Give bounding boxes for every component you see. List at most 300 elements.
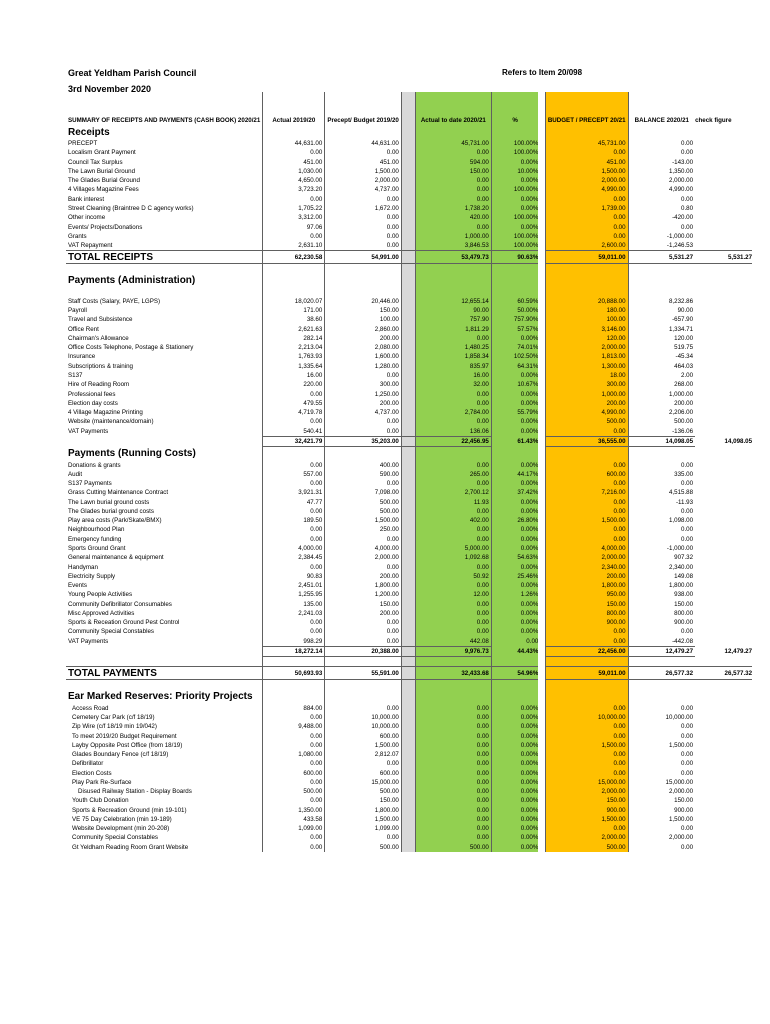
actual-to-date-cell: 1,480.25: [415, 343, 491, 352]
actual-cell: 1,763.93: [263, 352, 325, 361]
item-reference: Refers to Item 20/098: [502, 68, 583, 77]
table-row: [66, 306, 752, 315]
actual-to-date-cell: 136.06: [415, 426, 491, 436]
actual-to-date-cell: 0.00: [415, 562, 491, 571]
check-figure-cell: [695, 185, 752, 194]
actual-to-date-cell: 0.00: [415, 609, 491, 618]
percent-cell: 57.57%: [491, 325, 538, 334]
actual-to-date-cell: 1,092.68: [415, 553, 491, 562]
table-row: [66, 222, 752, 231]
balance-cell: 0.00: [681, 149, 694, 157]
balance-cell: 2,000.00: [668, 834, 694, 842]
precept-cell: 500.00: [325, 498, 402, 507]
actual-to-date-cell: 0.00: [415, 334, 491, 343]
percent-cell: 0.00%: [491, 417, 538, 426]
row-label: Payroll: [68, 307, 87, 315]
precept-cell: 0.00: [325, 479, 402, 488]
actual-cell: 135.00: [263, 599, 325, 608]
balance-cell: 2.00: [681, 371, 694, 379]
percent-cell: 0.00%: [491, 759, 538, 768]
percent-cell: 0.00%: [491, 796, 538, 805]
check-figure-cell: [695, 241, 752, 251]
check-figure-cell: [695, 498, 752, 507]
table-row: [66, 408, 752, 417]
check-figure-cell: [695, 158, 752, 167]
budget-cell: 0.00: [545, 627, 628, 636]
percent-cell: 0.00%: [491, 704, 538, 713]
balance-cell: 0.00: [681, 760, 694, 768]
actual-to-date-cell: 0.00: [415, 741, 491, 750]
actual-to-date-cell: 0.00: [415, 722, 491, 731]
actual-to-date-cell: 0.00: [415, 176, 491, 185]
check-figure-cell: [695, 572, 752, 581]
actual-to-date-cell: 0.00: [415, 581, 491, 590]
total-row: [66, 251, 752, 264]
row-label: Gt Yeldham Reading Room Grant Website: [72, 843, 189, 851]
percent-cell: 64.31%: [491, 362, 538, 371]
actual-cell: 220.00: [263, 380, 325, 389]
budget-cell: 1,739.00: [545, 204, 628, 213]
precept-cell: 250.00: [325, 525, 402, 534]
table-row: [66, 787, 752, 796]
percent-cell: 0.00%: [491, 460, 538, 469]
balance-cell: 500.00: [674, 418, 694, 426]
row-label: The Glades burial ground costs: [68, 507, 154, 515]
actual-to-date-cell: 0.00: [415, 535, 491, 544]
check-figure-cell: [695, 222, 752, 231]
percent-cell: 0.00%: [491, 544, 538, 553]
balance-cell: 335.00: [674, 470, 694, 478]
row-label: Community Special Constables: [72, 834, 158, 842]
table-row: [66, 599, 752, 608]
check-figure-cell: [695, 380, 752, 389]
precept-cell: 15,000.00: [325, 778, 402, 787]
actual-to-date-cell: 0.00: [415, 148, 491, 157]
actual-cell: 2,241.03: [263, 609, 325, 618]
actual-cell: 97.06: [263, 222, 325, 231]
actual-cell: 4,650.00: [263, 176, 325, 185]
check-figure-cell: [695, 815, 752, 824]
check-figure-cell: [695, 408, 752, 417]
precept-cell: 0.00: [325, 213, 402, 222]
actual-cell: 451.00: [263, 158, 325, 167]
actual-cell: 9,488.00: [263, 722, 325, 731]
actual-cell: 3,921.31: [263, 488, 325, 497]
balance-cell: 0.00: [681, 769, 694, 777]
balance-cell: 2,340.00: [668, 563, 694, 571]
actual-cell: 18,020.07: [263, 297, 325, 306]
subtotal-row: [66, 646, 752, 656]
row-label: Other income: [68, 214, 106, 222]
row-label: To meet 2019/20 Budget Requirement: [72, 732, 177, 740]
table-row: [66, 507, 752, 516]
balance-cell: 8,232.86: [668, 297, 694, 305]
row-label: Emergency funding: [68, 535, 122, 543]
check-figure-cell: [695, 713, 752, 722]
percent-cell: 0.00%: [491, 750, 538, 759]
budget-cell: 120.00: [545, 334, 628, 343]
table-row: [66, 315, 752, 324]
percent-cell: 10.67%: [491, 380, 538, 389]
row-label: Play Park Re-Surface: [72, 778, 132, 786]
row-label: The Glades Burial Ground: [68, 177, 140, 185]
row-label: 4 Villages Magazine Fees: [68, 186, 139, 194]
row-label: Community Special Constables: [68, 628, 154, 636]
actual-to-date-cell: 0.00: [415, 759, 491, 768]
budget-cell: 2,600.00: [545, 241, 628, 251]
budget-cell: 0.00: [545, 222, 628, 231]
balance-cell: 1,334.71: [668, 325, 694, 333]
percent-cell: 100.00%: [491, 185, 538, 194]
row-label: Glades Boundary Fence (c/f 18/19): [72, 751, 169, 759]
percent-cell: 0.00%: [491, 618, 538, 627]
actual-to-date-cell: 53,479.73: [415, 251, 491, 264]
budget-cell: 0.00: [545, 195, 628, 204]
actual-to-date-cell: 0.00: [415, 731, 491, 740]
budget-header: BUDGET / PRECEPT 20/21: [545, 92, 628, 125]
actual-cell: 3,723.20: [263, 185, 325, 194]
actual-to-date-cell: 150.00: [415, 167, 491, 176]
percent-cell: 0.00%: [491, 426, 538, 436]
row-label: [66, 264, 263, 274]
precept-cell: 150.00: [325, 599, 402, 608]
actual-cell: 0.00: [263, 507, 325, 516]
budget-cell: 0.00: [545, 731, 628, 740]
table-row: [66, 213, 752, 222]
balance-cell: -657.90: [672, 316, 694, 324]
budget-cell: 15,000.00: [545, 778, 628, 787]
actual-to-date-cell: 0.00: [415, 704, 491, 713]
actual-cell: 50,693.93: [263, 667, 325, 680]
actual-cell: 2,213.04: [263, 343, 325, 352]
row-label: Zip Wire (c/f 18/19 min 19/042): [72, 723, 157, 731]
check-figure-cell: [695, 306, 752, 315]
check-figure-cell: [695, 389, 752, 398]
subtotal-row: [66, 436, 752, 446]
actual-cell: 1,705.22: [263, 204, 325, 213]
actual-cell: 500.00: [263, 787, 325, 796]
percent-cell: 0.00%: [491, 535, 538, 544]
precept-cell: 44,631.00: [325, 139, 402, 148]
actual-cell: 1,030.00: [263, 167, 325, 176]
balance-header: BALANCE 2020/21: [634, 117, 689, 124]
table-row: [66, 371, 752, 380]
balance-cell: 2,206.00: [668, 409, 694, 417]
balance-cell: 0.00: [681, 480, 694, 488]
balance-cell: 2,000.00: [668, 788, 694, 796]
check-figure-cell: [695, 722, 752, 731]
precept-cell: 0.00: [325, 195, 402, 204]
total-row: [66, 667, 752, 680]
row-label: Young People Activities: [68, 591, 133, 599]
precept-cell: 2,080.00: [325, 343, 402, 352]
balance-cell: 1,500.00: [668, 815, 694, 823]
percent-cell: 55.79%: [491, 408, 538, 417]
precept-cell: 1,672.00: [325, 204, 402, 213]
actual-to-date-cell: 12.00: [415, 590, 491, 599]
cash-book-sheet: [66, 92, 752, 852]
row-label: Professional fees: [68, 390, 116, 398]
precept-cell: 500.00: [325, 507, 402, 516]
budget-cell: 451.00: [545, 158, 628, 167]
precept-cell: 0.00: [325, 241, 402, 251]
row-label: Sports Ground Grant: [68, 544, 126, 552]
precept-cell: 600.00: [325, 731, 402, 740]
balance-cell: 2,000.00: [668, 177, 694, 185]
balance-cell: 0.00: [681, 723, 694, 731]
check-figure-cell: [695, 609, 752, 618]
precept-cell: 2,812.07: [325, 750, 402, 759]
actual-cell: 0.00: [263, 759, 325, 768]
row-label: Layby Opposite Post Office (from 18/19): [72, 741, 183, 749]
row-label: Staff Costs (Salary, PAYE, LGPS): [68, 297, 161, 305]
actual-to-date-cell: 0.00: [415, 778, 491, 787]
actual-cell: 44,631.00: [263, 139, 325, 148]
actual-cell: 557.00: [263, 470, 325, 479]
budget-cell: 2,000.00: [545, 343, 628, 352]
budget-cell: 0.00: [545, 426, 628, 436]
row-label: [66, 287, 263, 296]
actual-to-date-cell: 402.00: [415, 516, 491, 525]
budget-cell: 7,216.00: [545, 488, 628, 497]
percent-cell: 100.00%: [491, 241, 538, 251]
actual-to-date-cell: 0.00: [415, 796, 491, 805]
row-label: Website Development (min 20-208): [72, 825, 170, 833]
table-row: [66, 824, 752, 833]
precept-cell: 0.00: [325, 562, 402, 571]
balance-cell: -11.93: [675, 498, 694, 506]
actual-to-date-cell: 0.00: [415, 815, 491, 824]
actual-to-date-cell: 1,000.00: [415, 232, 491, 241]
percent-cell: 0.00%: [491, 222, 538, 231]
table-row: [66, 399, 752, 408]
table-row: [66, 750, 752, 759]
check-figure-cell: [695, 343, 752, 352]
section-heading-row: [66, 125, 752, 139]
budget-cell: 0.00: [545, 525, 628, 534]
budget-cell: 45,731.00: [545, 139, 628, 148]
row-label: Misc Approved Activities: [68, 609, 135, 617]
budget-cell: 0.00: [545, 535, 628, 544]
budget-cell: 300.00: [545, 380, 628, 389]
percent-cell: 0.00%: [491, 334, 538, 343]
actual-cell: 0.00: [263, 535, 325, 544]
row-label: Events/ Projects/Donations: [68, 223, 143, 231]
check-figure-cell: [695, 417, 752, 426]
percent-cell: 0.00%: [491, 389, 538, 398]
balance-cell: 150.00: [674, 600, 694, 608]
percent-cell: 0.00%: [491, 731, 538, 740]
actual-cell: 0.00: [263, 843, 325, 852]
precept-cell: 0.00: [325, 222, 402, 231]
table-row: [66, 713, 752, 722]
actual-to-date-cell: 0.00: [415, 525, 491, 534]
row-label: The Lawn Burial Ground: [68, 167, 136, 175]
actual-cell: 0.00: [263, 148, 325, 157]
budget-cell: 20,888.00: [545, 297, 628, 306]
actual-cell: 0.00: [263, 525, 325, 534]
table-row: [66, 833, 752, 842]
table-row: [66, 417, 752, 426]
percent-cell: 0.00%: [491, 722, 538, 731]
check-figure-cell: [695, 352, 752, 361]
precept-cell: 200.00: [325, 572, 402, 581]
budget-cell: 36,555.00: [545, 436, 628, 446]
balance-cell: -1,000.00: [666, 544, 694, 552]
precept-cell: 0.00: [325, 371, 402, 380]
balance-cell: 938.00: [674, 591, 694, 599]
percent-cell: 54.96%: [491, 667, 538, 680]
percent-cell: 757.90%: [491, 315, 538, 324]
actual-cell: 171.00: [263, 306, 325, 315]
row-label: Defibrillator: [72, 760, 104, 768]
balance-cell: 120.00: [674, 334, 694, 342]
check-figure-cell: [695, 204, 752, 213]
row-label: [66, 646, 263, 656]
actual-cell: 0.00: [263, 562, 325, 571]
percent-cell: 0.00%: [491, 195, 538, 204]
table-row: [66, 637, 752, 647]
balance-cell: 0.00: [681, 535, 694, 543]
row-label: Play area costs (Park/Skate/BMX): [68, 517, 162, 525]
actual-to-date-cell: 0.00: [415, 627, 491, 636]
table-row: [66, 204, 752, 213]
check-figure-cell: [695, 562, 752, 571]
percent-cell: 0.00%: [491, 599, 538, 608]
precept-cell: 35,203.00: [325, 436, 402, 446]
budget-cell: 150.00: [545, 796, 628, 805]
row-label: Council Tax Surplus: [68, 158, 123, 166]
precept-cell: 2,860.00: [325, 325, 402, 334]
row-label: S137: [68, 371, 83, 379]
row-label: Subscriptions & training: [68, 362, 134, 370]
row-label: Office Rent: [68, 325, 99, 333]
row-label: Localism Grant Payment: [68, 149, 136, 157]
table-row: [66, 352, 752, 361]
balance-cell: 800.00: [674, 609, 694, 617]
precept-cell: 4,737.00: [325, 185, 402, 194]
precept-cell: 1,500.00: [325, 516, 402, 525]
percent-cell: 0.00%: [491, 768, 538, 777]
percent-cell: 54.63%: [491, 553, 538, 562]
actual-cell: 0.00: [263, 618, 325, 627]
table-row: [66, 627, 752, 636]
percent-cell: 37.42%: [491, 488, 538, 497]
section-heading-row: [66, 446, 752, 460]
check-figure-cell: [695, 399, 752, 408]
actual-to-date-cell: 0.00: [415, 713, 491, 722]
balance-cell: 0.00: [681, 751, 694, 759]
precept-cell: 4,737.00: [325, 408, 402, 417]
actual-cell: 0.00: [263, 479, 325, 488]
actual-to-date-cell: 1,738.20: [415, 204, 491, 213]
row-label: VE 75 Day Celebration (min 19-189): [72, 815, 172, 823]
check-figure-cell: [695, 599, 752, 608]
precept-cell: 0.00: [325, 535, 402, 544]
row-label: Sports & Receation Ground Pest Control: [68, 619, 180, 627]
table-row: [66, 158, 752, 167]
balance-cell: 900.00: [674, 806, 694, 814]
row-label: Travel and Subsistence: [68, 316, 133, 324]
actual-to-date-cell: 0.00: [415, 750, 491, 759]
table-row: [66, 572, 752, 581]
percent-cell: 0.00%: [491, 843, 538, 852]
table-row: [66, 148, 752, 157]
actual-to-date-header: Actual to date 2020/21: [415, 92, 491, 125]
actual-cell: 18,272.14: [263, 646, 325, 656]
budget-cell: 500.00: [545, 417, 628, 426]
actual-cell: 0.00: [263, 778, 325, 787]
actual-to-date-cell: 22,456.95: [415, 436, 491, 446]
check-figure-cell: [695, 176, 752, 185]
precept-cell: 10,000.00: [325, 713, 402, 722]
actual-to-date-cell: 835.97: [415, 362, 491, 371]
balance-cell: 1,098.00: [668, 517, 694, 525]
check-figure-cell: [695, 167, 752, 176]
budget-cell: 1,500.00: [545, 741, 628, 750]
actual-to-date-cell: 32,433.68: [415, 667, 491, 680]
check-figure-cell: [695, 507, 752, 516]
percent-cell: 0.00%: [491, 815, 538, 824]
table-row: [66, 297, 752, 306]
balance-cell: 0.00: [681, 526, 694, 534]
check-figure-cell: [695, 525, 752, 534]
check-figure-cell: [695, 139, 752, 148]
actual-to-date-cell: 1,858.34: [415, 352, 491, 361]
actual-to-date-cell: 0.00: [415, 222, 491, 231]
actual-cell: 0.00: [263, 731, 325, 740]
percent-cell: 0.00%: [491, 609, 538, 618]
percent-cell: 44.17%: [491, 470, 538, 479]
precept-cell: 1,280.00: [325, 362, 402, 371]
balance-cell: 268.00: [674, 381, 694, 389]
balance-cell: 4,515.88: [668, 489, 694, 497]
actual-to-date-cell: 0.00: [415, 806, 491, 815]
percent-cell: 44.43%: [491, 646, 538, 656]
precept-cell: 500.00: [325, 843, 402, 852]
precept-cell: 7,098.00: [325, 488, 402, 497]
section-heading-row: [66, 690, 752, 704]
balance-cell: 907.32: [674, 554, 694, 562]
percent-cell: 50.00%: [491, 306, 538, 315]
actual-to-date-cell: 2,700.12: [415, 488, 491, 497]
actual-cell: 0.00: [263, 460, 325, 469]
table-row: [66, 479, 752, 488]
percent-cell: 0.00%: [491, 787, 538, 796]
balance-cell: 464.03: [674, 362, 694, 370]
row-label: Chairman's Allowance: [68, 334, 129, 342]
table-row: [66, 498, 752, 507]
budget-cell: 600.00: [545, 470, 628, 479]
precept-cell: 150.00: [325, 796, 402, 805]
balance-cell: -45.34: [675, 353, 694, 361]
precept-header: Precept/ Budget 2019/20: [325, 92, 402, 125]
balance-cell: 0.00: [681, 223, 694, 231]
budget-cell: 18.00: [545, 371, 628, 380]
actual-to-date-cell: 0.00: [415, 787, 491, 796]
check-figure-cell: [695, 362, 752, 371]
balance-cell: 90.00: [677, 307, 694, 315]
actual-to-date-cell: 594.00: [415, 158, 491, 167]
check-figure-cell: 26,577.32: [695, 667, 752, 680]
budget-cell: 1,500.00: [545, 815, 628, 824]
check-figure-cell: [695, 426, 752, 436]
row-label: VAT Payments: [68, 427, 109, 435]
budget-cell: 500.00: [545, 843, 628, 852]
actual-to-date-cell: 0.00: [415, 833, 491, 842]
percent-cell: 0.00%: [491, 176, 538, 185]
table-row: [66, 704, 752, 713]
